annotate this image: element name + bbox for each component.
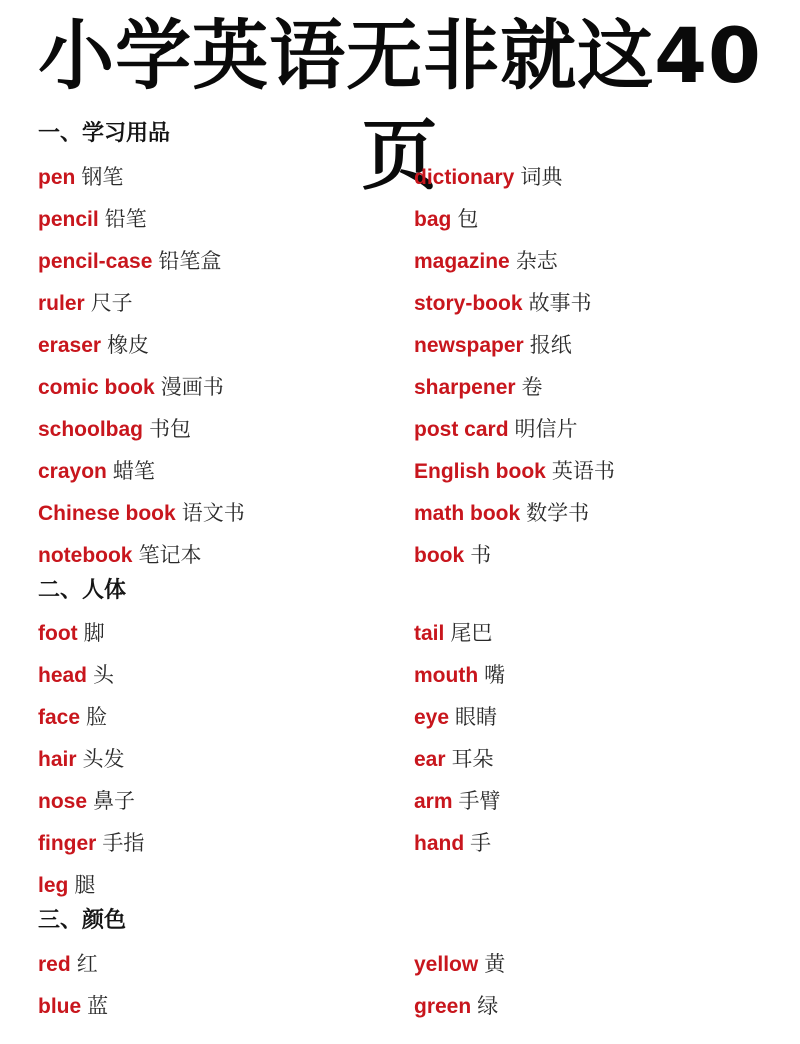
english-word: Chinese book	[38, 502, 176, 525]
english-word: comic book	[38, 376, 155, 399]
chinese-word: 铅笔盒	[158, 249, 222, 273]
vocab-entry	[414, 247, 558, 276]
english-word: pencil	[38, 208, 99, 231]
english-word: arm	[414, 790, 453, 813]
english-word: blue	[38, 995, 82, 1018]
vocab-entry	[414, 205, 478, 234]
vocab-entry	[38, 289, 133, 318]
chinese-word: 蓝	[87, 994, 109, 1018]
section-heading-school-supplies: 一、学习用品	[38, 121, 171, 146]
english-word: book	[414, 544, 465, 567]
vocab-entry	[38, 787, 135, 816]
english-word: eye	[414, 706, 450, 729]
chinese-word: 眼睛	[455, 705, 498, 729]
vocab-entry	[414, 415, 578, 444]
english-word: red	[38, 953, 71, 976]
english-word: head	[38, 664, 88, 687]
vocab-entry	[414, 331, 572, 360]
vocab-entry	[414, 619, 492, 648]
vocab-entry	[414, 541, 491, 570]
chinese-word: 蜡笔	[112, 459, 155, 483]
english-word: hair	[38, 748, 77, 771]
english-word: pen	[38, 166, 76, 189]
vocab-entry	[38, 457, 155, 486]
vocab-entry	[38, 163, 123, 192]
section-heading-body: 二、人体	[38, 578, 127, 603]
english-word: nose	[38, 790, 88, 813]
vocab-entry	[414, 992, 498, 1021]
english-word: face	[38, 706, 81, 729]
english-word: story-book	[414, 292, 523, 315]
vocab-entry	[38, 950, 98, 979]
vocab-entry	[414, 457, 615, 486]
vocab-entry	[38, 992, 108, 1021]
vocab-entry	[414, 289, 592, 318]
vocab-entry	[38, 331, 149, 360]
english-word: newspaper	[414, 334, 524, 357]
english-word: schoolbag	[38, 418, 144, 441]
chinese-word: 词典	[520, 165, 563, 189]
english-word: math book	[414, 502, 521, 525]
english-word: sharpener	[414, 376, 516, 399]
chinese-word: 腿	[74, 873, 96, 897]
english-word: leg	[38, 874, 69, 897]
chinese-word: 故事书	[528, 291, 592, 315]
chinese-word: 黄	[484, 952, 506, 976]
chinese-word: 嘴	[484, 663, 506, 687]
vocab-entry	[414, 661, 505, 690]
vocab-entry	[414, 787, 501, 816]
vocab-entry	[38, 829, 144, 858]
vocab-entry	[38, 661, 114, 690]
vocab-entry	[414, 373, 543, 402]
vocab-entry	[38, 619, 105, 648]
english-word: hand	[414, 832, 465, 855]
english-word: finger	[38, 832, 97, 855]
chinese-word: 杂志	[515, 249, 558, 273]
vocab-entry	[38, 247, 221, 276]
vocab-entry	[414, 703, 497, 732]
english-word: English book	[414, 460, 546, 483]
chinese-word: 语文书	[181, 501, 245, 525]
chinese-word: 头发	[82, 747, 125, 771]
chinese-word: 数学书	[526, 501, 590, 525]
english-word: notebook	[38, 544, 133, 567]
vocab-entry	[414, 829, 491, 858]
vocab-entry	[38, 745, 125, 774]
english-word: bag	[414, 208, 452, 231]
english-word: crayon	[38, 460, 107, 483]
vocab-entry	[38, 205, 147, 234]
english-word: foot	[38, 622, 78, 645]
english-word: mouth	[414, 664, 479, 687]
chinese-word: 绿	[477, 994, 499, 1018]
vocab-entry	[414, 745, 494, 774]
vocab-entry	[38, 541, 202, 570]
chinese-word: 红	[76, 952, 98, 976]
english-word: yellow	[414, 953, 479, 976]
chinese-word: 耳朵	[451, 747, 494, 771]
page-title: 小学英语无非就这40页	[38, 11, 762, 200]
vocab-entry	[414, 950, 505, 979]
vocab-entry	[38, 703, 107, 732]
chinese-word: 鼻子	[93, 789, 136, 813]
chinese-word: 明信片	[514, 417, 578, 441]
chinese-word: 脚	[83, 621, 105, 645]
chinese-word: 笔记本	[138, 543, 202, 567]
chinese-word: 书	[470, 543, 492, 567]
vocab-entry	[38, 415, 191, 444]
chinese-word: 头	[93, 663, 115, 687]
english-word: green	[414, 995, 472, 1018]
chinese-word: 书包	[149, 417, 192, 441]
chinese-word: 漫画书	[160, 375, 224, 399]
chinese-word: 英语书	[551, 459, 615, 483]
vocab-entry	[38, 871, 95, 900]
english-word: post card	[414, 418, 509, 441]
english-word: pencil-case	[38, 250, 153, 273]
chinese-word: 卷	[521, 375, 543, 399]
english-word: dictionary	[414, 166, 515, 189]
english-word: ruler	[38, 292, 85, 315]
english-word: eraser	[38, 334, 102, 357]
chinese-word: 铅笔	[104, 207, 147, 231]
english-word: tail	[414, 622, 445, 645]
english-word: ear	[414, 748, 446, 771]
vocab-entry	[414, 163, 562, 192]
chinese-word: 橡皮	[107, 333, 150, 357]
chinese-word: 手	[470, 831, 492, 855]
vocab-entry	[38, 499, 245, 528]
vocab-entry	[414, 499, 589, 528]
chinese-word: 尺子	[90, 291, 133, 315]
english-word: magazine	[414, 250, 510, 273]
chinese-word: 报纸	[529, 333, 572, 357]
vocab-entry	[38, 373, 224, 402]
chinese-word: 脸	[86, 705, 108, 729]
chinese-word: 包	[457, 207, 479, 231]
chinese-word: 手指	[102, 831, 145, 855]
section-heading-colors: 三、颜色	[38, 908, 127, 933]
chinese-word: 手臂	[458, 789, 501, 813]
chinese-word: 钢笔	[81, 165, 124, 189]
chinese-word: 尾巴	[450, 621, 493, 645]
